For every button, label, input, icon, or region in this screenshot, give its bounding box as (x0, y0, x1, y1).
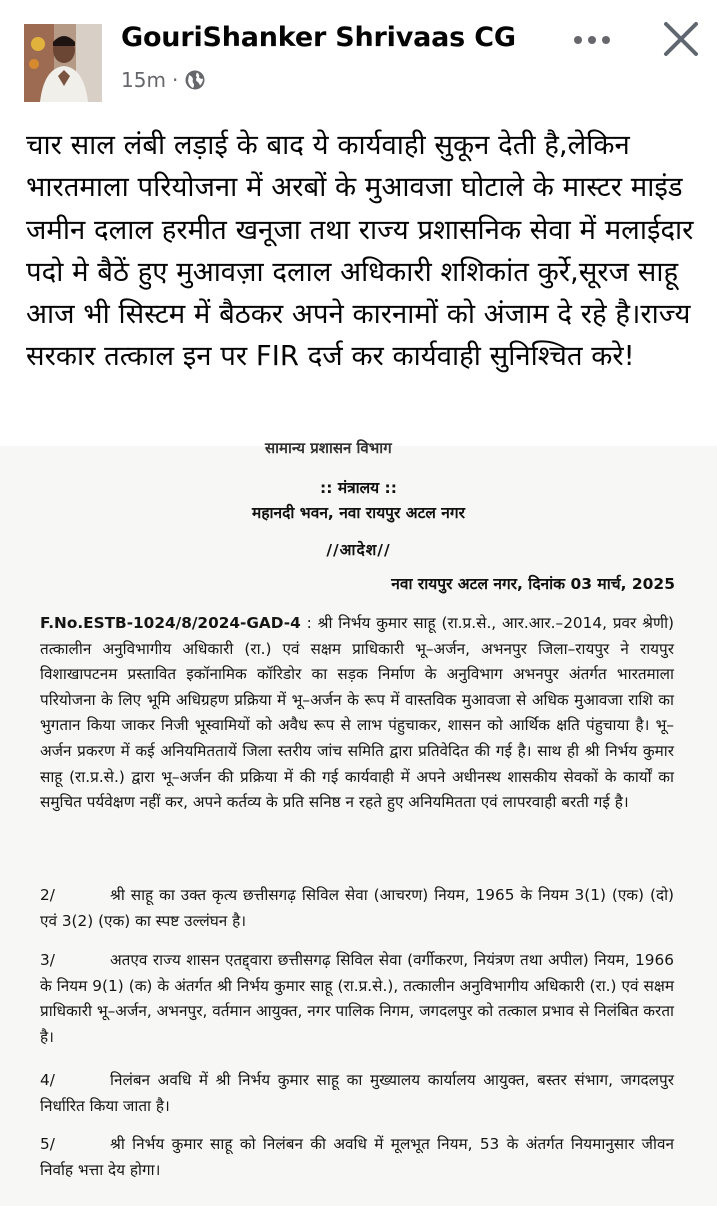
post-header (0, 0, 717, 110)
author-name[interactable]: GouriShanker Shrivaas CG (121, 22, 516, 53)
doc-para3-number: 3/ (40, 951, 55, 969)
avatar-photo (24, 24, 102, 102)
doc-para2-number: 2/ (40, 886, 55, 904)
close-icon (660, 18, 702, 60)
close-button[interactable] (660, 18, 702, 60)
doc-para4-text: निलंबन अवधि में श्री निर्भय कुमार साहू का मुख्यालय कार्यालय आयुक्त, बस्तर संभाग, जगदलपुर निर्धारित किया जाता है। (40, 1071, 674, 1115)
author-avatar[interactable] (24, 24, 102, 102)
post-meta (121, 68, 206, 92)
doc-department-cut: सामान्य प्रशासन विभाग (265, 439, 392, 457)
meta-separator: · (171, 68, 179, 92)
doc-para1-text: : श्री निर्भय कुमार साहू (रा.प्र.से., आर.आर.–2014, प्रवर श्रेणी) तत्कालीन अनुविभागीय अधिकारी (रा.) एवं सक्षम प्राधिकारी भू–अर्जन, अभनपुर जिला–रायपुर ने रायपुर विशाखापटनम प्रस्तावित इकॉनामिक कॉरिडोर का सड़क निर्माण के अनुविभाग अभनपुर अंतर्गत भारतमाला परियोजना के लिए भूमि अधिग्रहण प्रक्रिया में भू–अर्जन के रूप में वास्तविक मुआवजा से अधिक मुआवजा राशि का भुगतान किया जाकर निजी भूस्वामियों को अवैध रूप से लाभ पंहुचाकर, शासन को आर्थिक क्षति पंहुचाया है। भू–अर्जन प्रकरण में कई अनियमिततायें जिला स्तरीय जांच समिति द्वारा प्रतिवेदित की गई है। साथ ही श्री निर्भय कुमार साहू (रा.प्र.से.) द्वारा भू–अर्जन की प्रक्रिया में की गई कार्यवाही में अपने अधीनस्थ शासकीय सेवकों के कार्यों का समुचित पर्यवेक्षण नहीं कर, अपने कर्तव्य के प्रति सनिष्ठ न रहते हुए अनियमितता एवं लापरवाही बरती गई है। (40, 614, 674, 812)
doc-para5-number: 5/ (40, 1135, 55, 1153)
more-options-button[interactable] (570, 26, 614, 54)
doc-para3-text: अतएव राज्य शासन एतद्द्वारा छत्तीसगढ़ सिविल सेवा (वर्गीकरण, नियंत्रण तथा अपील) नियम, 1966 के नियम 9(1) (क) के अंतर्गत श्री निर्भय कुमार साहू (रा.प्र.से.), तत्कालीन अनुविभागीय अधिकारी (रा.) एवं सक्षम प्राधिकारी भू–अर्जन, अभनपुर, वर्तमान आयुक्त, नगर पालिक निगम, जगदलपुर को तत्काल प्रभाव से निलंबित करता है। (40, 951, 674, 1046)
doc-ref-no: F.No.ESTB-1024/8/2024-GAD-4 (40, 614, 301, 632)
doc-paragraph-2 (40, 883, 674, 934)
doc-order-title: //आदेश// (326, 541, 391, 559)
doc-para4-number: 4/ (40, 1071, 55, 1089)
doc-paragraph-5 (40, 1132, 674, 1183)
doc-building: महानदी भवन, नवा रायपुर अटल नगर (252, 504, 465, 522)
attached-document-image[interactable] (0, 439, 717, 1206)
doc-paragraph-1 (40, 611, 674, 816)
doc-para5-text: श्री निर्भय कुमार साहू को निलंबन की अवधि में मूलभूत नियम, 53 के अंतर्गत नियमानुसार जीवन निर्वाह भत्ता देय होगा। (40, 1135, 674, 1179)
globe-icon (184, 69, 206, 91)
doc-paragraph-4 (40, 1068, 674, 1119)
post-time[interactable]: 15m (121, 68, 166, 92)
doc-date-line: नवा रायपुर अटल नगर, दिनांक 03 मार्च, 2025 (391, 575, 675, 593)
post-text: चार साल लंबी लड़ाई के बाद ये कार्यवाही सुकून देती है,लेकिन भारतमाला परियोजना में अरबों के मुआवजा घोटाले के मास्टर माइंड जमीन दलाल हरमीत खनूजा तथा राज्य प्रशासनिक सेवा में मलाईदार पदो मे बैठें हुए मुआवज़ा दलाल अधिकारी शशिकांत कुर्रे,सूरज साहू आज भी सिस्टम में बैठकर अपने कारनामों को अंजाम दे रहे है।राज्य सरकार तत्काल इन पर FIR दर्ज कर कार्यवाही सुनिश्चित करे! (26, 129, 694, 373)
doc-paragraph-3 (40, 948, 674, 1050)
doc-ministry: :: मंत्रालय :: (320, 479, 397, 497)
more-options-icon (570, 26, 614, 54)
doc-para2-text: श्री साहू का उक्त कृत्य छत्तीसगढ़ सिविल सेवा (आचरण) नियम, 1965 के नियम 3(1) (एक) (दो) एवं 3(2) (एक) का स्पष्ट उल्लंघन है। (40, 886, 674, 930)
